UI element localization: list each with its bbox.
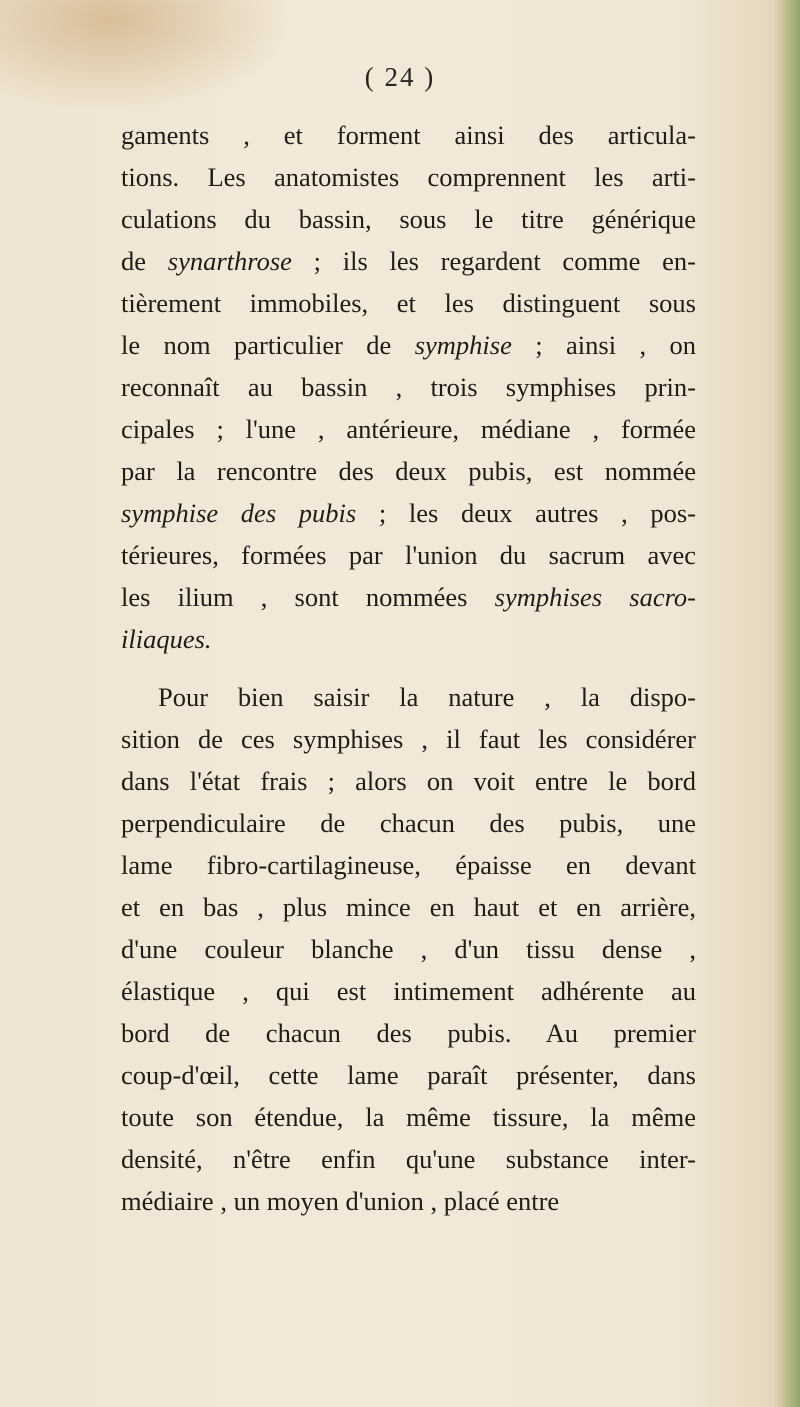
text-line [121,676,696,718]
text-run: coup-d'œil, cette lame paraît présenter, dans [121,1060,696,1090]
text-run: cipales ; l'une , antérieure, médiane , formée [121,414,696,444]
paragraph [121,114,696,660]
text-run: reconnaît au bassin , trois symphises prin- [121,372,696,402]
text-run: perpendiculaire de chacun des pubis, une [121,808,696,838]
text-line [121,492,696,534]
text-line [121,618,696,660]
text-run: tions. Les anatomistes comprennent les arti- [121,162,696,192]
text-line [121,366,696,408]
text-line [121,240,696,282]
text-line [121,534,696,576]
text-run: d'une couleur blanche , d'un tissu dense , [121,934,696,964]
text-run: le nom particulier de [121,330,415,360]
text-line [121,450,696,492]
text-run: densité, n'être enfin qu'une substance inter- [121,1144,696,1174]
text-line [121,408,696,450]
paragraph-gap [121,660,696,676]
text-line [121,802,696,844]
text-line [121,156,696,198]
text-run: de [121,246,168,276]
text-line [121,1054,696,1096]
italic-term: symphise [414,330,512,360]
italic-term: iliaques. [121,624,212,654]
text-run: par la rencontre des deux pubis, est nommée [121,456,696,486]
text-line [121,1180,696,1222]
text-run: térieures, formées par l'union du sacrum avec [121,540,696,570]
text-line [121,844,696,886]
page-edge [774,0,800,1407]
italic-term: symphise des pubis [121,498,357,528]
text-line [121,282,696,324]
text-line [121,324,696,366]
text-run: élastique , qui est intimement adhérente au [121,976,696,1006]
text-run: médiaire , un moyen d'union , placé entre [121,1186,560,1216]
text-line [121,576,696,618]
text-line [121,114,696,156]
text-run: ; les deux autres , pos- [356,498,696,528]
text-line [121,760,696,802]
text-run: ; ainsi , on [511,330,696,360]
text-run: dans l'état frais ; alors on voit entre le bord [121,766,696,796]
body-text [121,114,696,1222]
text-line [121,198,696,240]
text-line [121,970,696,1012]
text-line [121,718,696,760]
text-run: bord de chacun des pubis. Au premier [121,1018,696,1048]
text-run: tièrement immobiles, et les distinguent sous [121,288,696,318]
text-line [121,928,696,970]
paragraph [121,676,696,1222]
italic-term: synarthrose [167,246,292,276]
text-line [121,1138,696,1180]
text-line [121,886,696,928]
page-number: ( 24 ) [364,62,436,92]
text-run: Pour bien saisir la nature , la dispo- [158,682,696,712]
text-run: lame fibro-cartilagineuse, épaisse en devant [121,850,696,880]
text-run: culations du bassin, sous le titre générique [121,204,696,234]
italic-term: symphises sacro- [494,582,696,612]
text-run: sition de ces symphises , il faut les considérer [121,724,696,754]
text-run: ; ils les regardent comme en- [291,246,696,276]
text-run: toute son étendue, la même tissure, la même [121,1102,696,1132]
text-run: les ilium , sont nommées [121,582,495,612]
text-line [121,1012,696,1054]
text-run: gaments , et forment ainsi des articula- [121,120,696,150]
text-run: et en bas , plus mince en haut et en arrière, [121,892,696,922]
text-line [121,1096,696,1138]
